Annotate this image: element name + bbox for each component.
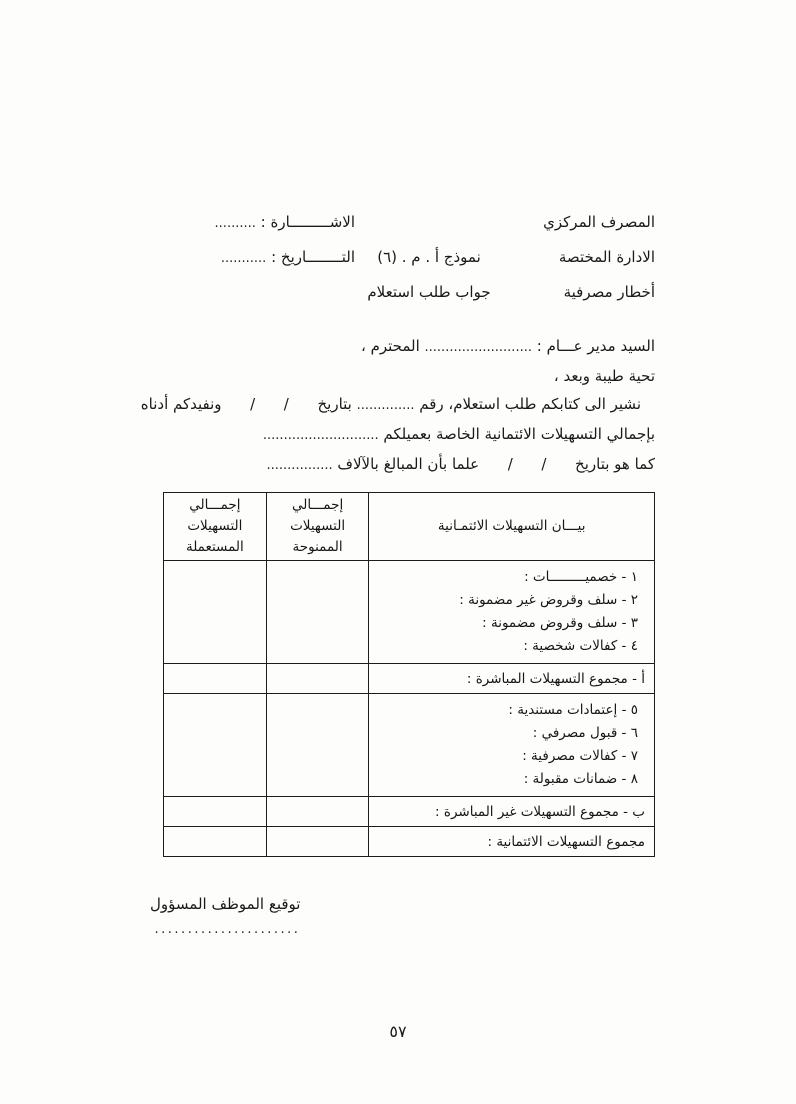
form-title: جواب طلب استعلام: [367, 283, 491, 301]
col-header-used-line1: إجمـــالي: [189, 497, 241, 513]
used-value-cell: [164, 694, 267, 797]
direct-total-label: أ - مجموع التسهيلات المباشرة :: [369, 664, 655, 694]
signature-label: توقيع الموظف المسؤول: [150, 895, 301, 913]
credit-facilities-table: [163, 492, 655, 857]
page-number: ٥٧: [389, 1022, 407, 1041]
facility-item-2: ٢ - سلف وقروض غير مضمونة :: [459, 592, 638, 608]
department-name: الادارة المختصة: [558, 248, 655, 266]
date-line: [140, 247, 355, 269]
client-name-dotted-field: ............................: [262, 428, 379, 443]
salutation-line: [140, 332, 655, 362]
reference-label: الاشـــــــــارة :: [260, 213, 355, 231]
grand-total-row: [164, 827, 655, 857]
granted-value-cell: [266, 561, 369, 664]
indirect-items-row: [164, 694, 655, 797]
date-dotted-field: ...........: [220, 251, 267, 266]
honorific-label: المحترم ،: [360, 337, 420, 355]
date-label: التــــــــاريخ :: [271, 248, 355, 266]
facility-item-6: ٦ - قبول مصرفي :: [532, 725, 638, 741]
col-header-used-line2: التسهيلات المستعملة: [185, 518, 244, 555]
amounts-dotted-field: ................: [266, 458, 333, 473]
header-spacer: [355, 212, 503, 234]
facility-item-4: ٤ - كفالات شخصية :: [523, 638, 638, 654]
inquiry-date-text: بتاريخ / / ونفيدكم أدناه: [140, 395, 352, 413]
facility-item-3: ٣ - سلف وقروض مضمونة :: [482, 615, 638, 631]
document-header: [140, 212, 655, 302]
facility-item-7: ٧ - كفالات مصرفية :: [522, 748, 638, 764]
used-value-cell: [164, 664, 267, 694]
body-paragraph-line-2: [140, 420, 655, 450]
addressee-dotted-field: ..........................: [424, 340, 532, 355]
facility-item-1: ١ - خصميـــــــــات :: [524, 569, 638, 585]
client-facilities-text: بإجمالي التسهيلات الائتمانية الخاصة بعميلكم: [383, 425, 655, 443]
col-header-granted-line2: التسهيلات الممنوحة: [290, 518, 346, 555]
used-value-cell: [164, 797, 267, 827]
used-value-cell: [164, 827, 267, 857]
indirect-total-label: ب - مجموع التسهيلات غير المباشرة :: [369, 797, 655, 827]
granted-value-cell: [266, 694, 369, 797]
col-header-granted-line1: إجمـــالي: [291, 497, 344, 513]
body-paragraph-line-3: [140, 450, 655, 480]
signature-dotted-field: ......................: [154, 922, 301, 937]
reference-line: [140, 212, 355, 234]
facility-item-5: ٥ - إعتمادات مستندية :: [508, 702, 638, 718]
form-number: نموذج أ . م . (٦): [377, 248, 481, 266]
salutation-label: السيد مدير عـــام :: [536, 337, 655, 355]
reference-dotted-field: ..........: [214, 216, 256, 231]
inquiry-reference-text: نشير الى كتابكم طلب استعلام، رقم: [419, 395, 641, 413]
bank-name: المصرف المركزي: [543, 213, 655, 231]
body-paragraph-line-1: [140, 390, 655, 420]
col-header-used-total: [164, 493, 267, 561]
banking-notices-label: أخطار مصرفية: [563, 283, 655, 301]
indirect-items-cell: [369, 694, 655, 797]
granted-value-cell: [266, 664, 369, 694]
greeting-line: تحية طيبة وبعد ،: [553, 367, 655, 385]
grand-total-label: مجموع التسهيلات الائتمانية :: [369, 827, 655, 857]
table-header-row: [164, 493, 655, 561]
used-value-cell: [164, 561, 267, 664]
inquiry-number-dotted-field: ..............: [356, 398, 415, 413]
col-header-granted-total: [266, 493, 369, 561]
facility-item-8: ٨ - ضمانات مقبولة :: [523, 771, 638, 787]
col-header-statement: بيـــان التسهيلات الائتمـانية: [369, 493, 655, 561]
as-of-date-text: كما هو بتاريخ / / علما بأن المبالغ بالآلاف: [337, 455, 655, 473]
direct-items-row: [164, 561, 655, 664]
header-spacer: [140, 282, 355, 302]
granted-value-cell: [266, 797, 369, 827]
document-body: [140, 332, 655, 480]
direct-items-cell: [369, 561, 655, 664]
signature-block: [150, 893, 300, 941]
granted-value-cell: [266, 827, 369, 857]
direct-total-row: [164, 664, 655, 694]
indirect-total-row: [164, 797, 655, 827]
